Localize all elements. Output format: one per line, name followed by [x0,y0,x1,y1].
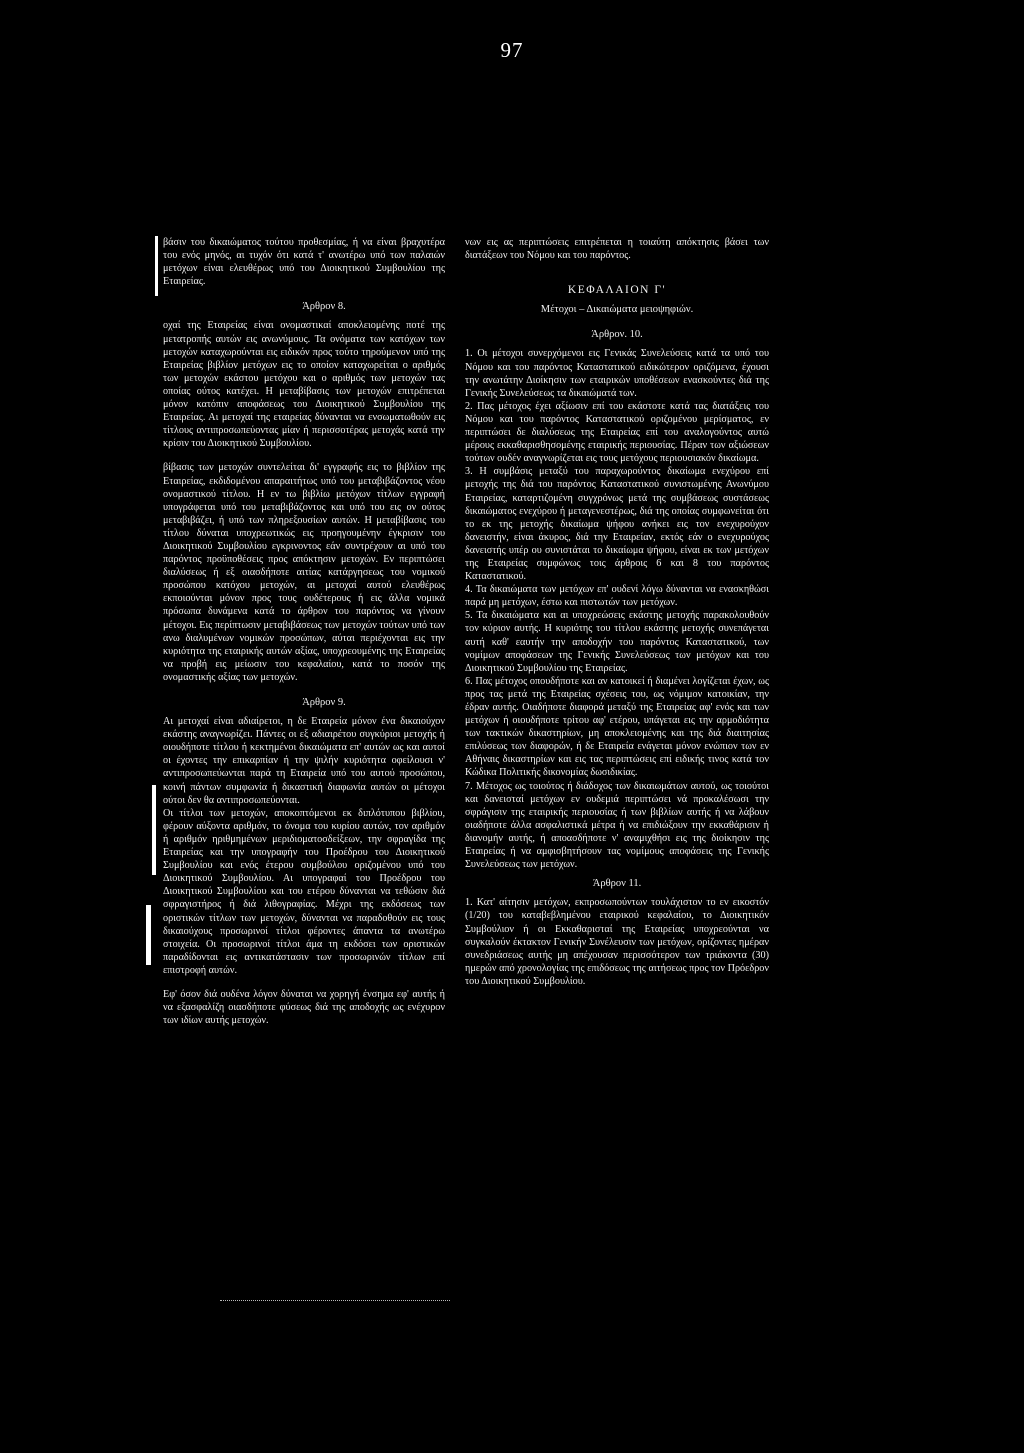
article-heading: Άρθρον 8. [302,301,346,313]
scan-edge-mark [152,785,156,875]
article-heading: Άρθρον 9. [302,697,346,708]
left-paragraph: Αι μετοχαί είναι αδιαίρετοι, η δε Εταιρεία μόνον ένα δικαιούχον εκάστης αναγνωρίζει. Πάντες οι εξ αδιαιρέτου συγκύριοι μετοχής ή οιουδήποτε τίτλου ή κεκτημένοι δικαιώματα επ' αυτών ως και αυτοί οι έχοντες την επικαρπίαν ή την ψιλήν κυριότητα οφείλουσι ν' αντιπροσωπεύωνται παρά τη Εταιρεία υπό του αυτού προσώπου, κοινή πάντων συμφωνία ή δικαστική διαφωνία αυτών οι μέτοχοι ούτοι δεν θα αντιπροσωπεύονται. [163,716,445,806]
article-heading: Άρθρον 11. [592,878,642,890]
left-paragraph: βίβασις των μετοχών συντελείται δι' εγγραφής εις το βιβλίον της Εταιρείας, εκδιδομένου απαραιτήτως υπό του μεταβιβάζοντος νέου ονομαστικού τίτλου. Η εν τω βιβλίω μετόχων τίτλων εγγραφή υπογράφεται υπό του μεταβιβάζοντος και υπό του εις ον ούτος μεταβιβάζει, ή υπό των πληρεξουσίων αυτών. Η μεταβίβασις του τίτλου δύναται υποχρεωτικώς εις προηγουμένην έγκρισιν του Διοικητικού Συμβουλίου εγκρινοντος εάν συντρέχουν αι υπό του παρόντος προϋποθέσεις προς απόκτησιν μετοχών. Εν περιπτώσει διαλύσεως ή εξ οιασδήποτε αιτίας κατάργησεως του νομικού προσώπου κατόχου μετοχών, αι μετοχαί αυτού ελευθέρως εκποιούνται μόνον προς τους ουδέτερους ή εις άλλα νομικά πρόσωπα δυνάμενα κατά το άρθρον του παρόντος να γίνουν μέτοχοι. Εις περίπτωσιν μεταβιβάσεως των μετοχών τούτων υπό των ανω διαλυμένων νομικών προσώπων, αύται περιέχονται εις την κυριότητα της εταιρικής αυτών αξίας, υποχρεουμένης της Εταιρείας να προβή εις μείωσιν του κεφαλαίου, κατά το ποσόν της ονομαστικής αξίας των μετοχών. [163,462,445,683]
right-paragraph: νων εις ας περιπτώσεις επιτρέπεται η τοιαύτη απόκτησις βάσει των διατάξεων του Νόμου και του παρόντος. [465,237,769,262]
left-paragraph: Εφ' όσον διά ουδένα λόγον δύναται να χορηγή ένσημα εφ' αυτής ή να εξασφαλίζη οιασδήποτε φύσεως διά της αποδοχής ως ενέχυρον των ιδίων αυτής μετοχών. [163,988,445,1027]
right-paragraph: 3. Η συμβάσις μεταξύ του παραχωρούντος δικαίωμα ενεχύρου επί μετοχής της διά του παρόντος Καταστατικού συνιστωμένης Ανωνύμου Εταιρείας, καταρτιζομένη συγχρόνως μετά της συμβάσεως συστάσεως δικαιώματος ενεχύρου ή μεταγενεστέρως, διά της οποίας συμφωνείται ότι το εκ της μετοχής δικαίωμα ψήφου ανήκει εις τον ενεχυρούχον δανειστήν, είναι άκυρος, διά την Εταιρείαν, εκτός εάν ο ενεχυρούχος δανειστής υπέρ ου συνιστάται το δικαίωμα ψήφου, είναι εκ των μετόχων της Εταιρείας συμφώνως τοις άρθροις 6 και 8 του παρόντος Καταστατικού. [465,466,769,583]
right-paragraph: 4. Τα δικαιώματα των μετόχων επ' ουδενί λόγω δύνανται να ενασκηθώσι παρά μη μετόχων, έστω και πιστωτών των μετόχων. [465,584,769,609]
right-paragraph: 1. Οι μέτοχοι συνερχόμενοι εις Γενικάς Συνελεύσεις κατά τα υπό του Νόμου και του παρόντος Καταστατικού ειδικώτερον οριζόμενα, έχουσι την ανωτάτην Διοίκησιν των εταιρικών υποθέσεων ενασκούντες διά της Γενικής Συνελεύσεως τα δικαιώματά των. [465,348,769,399]
left-paragraph: οχαί της Εταιρείας είναι ονομαστικαί αποκλειομένης ποτέ της μετατροπής αυτών εις ανωνύμους. Τα ονόματα των κατόχων των μετοχών καταχωρούνται εις ειδικόν προς τούτο τηρούμενον υπό της Εταιρείας βιβλίον μετόχων εις το οποίον καταχωρείται ο αριθμός των μετοχών εκάστου μετόχου και ο αριθμός των μετοχών τας οποίας ούτος κατέχει. Η μεταβίβασις των μετοχών επιτρέπεται μόνον κατόπιν αποφάσεως του Διοικητικού Συμβουλίου της Εταιρείας. Αι μετοχαί της εταιρείας δύνανται να ενσωματωθούν εις τίτλους αντιπροσωπεύοντας μίαν ή περισσοτέρας μετοχάς κατά την κρίσιν του Διοικητικού Συμβουλίου. [163,320,445,450]
left-paragraph: Οι τίτλοι των μετοχών, αποκοπτόμενοι εκ διπλότυπου βιβλίου, φέρουν αύξοντα αριθμόν, το όνομα του κυρίου αυτών, τον αριθμόν ή αριθμόν ηριθμημένων μεριδιοματοσδείξεων, την σφραγίδα της Εταιρείας και την υπογραφήν του Προέδρου του Διοικητικού Συμβουλίου και ενός έτερου συμβούλου οριζομένου υπό του Διοικητικού Συμβουλίου. Αι υπογραφαί του Προέδρου του Διοικητικού Συμβουλίου και του ετέρου δύνανται να τεθώσιν διά σφραγιστήρος ή διά λιθογραφίας. Μέχρι της εκδόσεως των οριστικών τίτλων των μετοχών, δύνανται να παραδοθούν εις τους δικαιούχους προσωρινοί τίτλοι φέροντες άπαντα τα ανωτέρω στοιχεία. Οι προσωρινοί τίτλοι άμα τη εκδόσει των οριστικών παραδίδονται εις αντικατάστασιν των προσωρινών τίτλων επί επιστροφή αυτών. [163,807,445,976]
article-heading: Άρθρον. 10. [591,329,643,341]
chapter-subtitle: Μέτοχοι – Δικαιώματα μειοψηφιών. [540,304,694,316]
right-paragraph: 2. Πας μέτοχος έχει αξίωσιν επί του εκάστοτε κατά τας διατάξεις του Νόμου και του παρόντος Καταστατικού οριζομένου μερίσματος, εν περιπτώσει δε διαλύσεως της Εταιρείας επί του αναλογούντος αυτώ μέρους εκκαθαρισθησομένης εταιρικής περιουσίας. Πέραν των αξιώσεων τούτων ουδέν αναγνωρίζεται εις τους μετόχους περιουσιακόν δικαίωμα. [465,400,769,465]
left-column [163,236,445,1027]
right-column [465,236,769,988]
scan-edge-mark [155,236,158,296]
scan-edge-mark [146,905,151,965]
page-number: 97 [500,38,524,62]
scan-noise-line [220,1300,450,1302]
right-paragraph: 5. Τα δικαιώματα και αι υποχρεώσεις εκάστης μετοχής παρακολουθούν τον κύριον αυτής. Η κυριότης του τίτλου εκάστης μετοχής συνεπάγεται αυτή καθ' εαυτήν την αποδοχήν του παρόντος Καταστατικού, των νομίμων αποφάσεων της Γενικής Συνελεύσεως των μετόχων και του Διοικητικού Συμβουλίου της Εταιρείας. [465,610,769,674]
right-paragraph: 6. Πας μέτοχος οπουδήποτε και αν κατοικεί ή διαμένει λογίζεται έχων, ως προς τας μετά της Εταιρείας σχέσεις του, ως νόμιμον κατοικίαν, την έδραν αυτής. Οιαδήποτε διαφορά μεταξύ της Εταιρείας αφ' ενός και των μετόχων ή οιουδήποτε τρίτου αφ' ετέρου, υπάγεται εις την αρμοδιότητα των τακτικών δικαστηρίων, μη αποκλειομένης και της διά διαιτησίας επιλύσεως των διαφορών, ή δε Εταιρεία ενάγεται μόνον ενώπιον των εν Αθήναις δικαστηρίων και εις τας περιπτώσεις επί ειδικής τινος κατά τον Κώδικα Πολιτικής δικονομίας δωσιδικίας. [465,675,769,779]
left-paragraph: βάσιν του δικαιώματος τούτου προθεσμίας, ή να είναι βραχυτέρα του ενός μηνός, αι τυχόν ότι κατά τ' ανωτέρω υπό των παλαιών μετόχων είναι ελευθέρως υπό του Διοικητικού Συμβουλίου της Εταιρείας. [163,237,445,288]
chapter-heading: ΚΕΦΑΛΑΙΟΝ Γ' [567,284,667,297]
right-paragraph: 1. Κατ' αίτησιν μετόχων, εκπροσωπούντων τουλάχιστον το εν εικοστόν (1/20) του καταβεβλημένου εταιρικού κεφαλαίου, το Διοικητικόν Συμβούλιον ή οι Εκκαθαρισταί της Εταιρείας υποχρεούνται να συγκαλούν έκτακτον Γενικήν Συνέλευσιν των μετόχων, ορίζοντες ημέραν συνεδριάσεως αυτής μη απέχουσαν περισσότερον των τριάκοντα (30) ημερών από χρονολογίας της επιδόσεως της αιτήσεως προς τον Πρόεδρον του Διοικητικού Συμβουλίου. [465,897,769,987]
right-paragraph: 7. Μέτοχος ως τοιούτος ή διάδοχος των δικαιωμάτων αυτού, ως τοιούτοι και δανεισταί μετόχων εν ουδεμιά περιπτώσει νά προκαλέσωσι την σφράγισιν της εταιρικής περιουσίας ή των βιβλίων αυτής ή να λάβουν οιαδήποτε άλλα ασφαλιστικά μέτρα ή να επιδιώξουν την εκκαθάρισιν ή διανομήν αυτής, ή αποασδήποτε ν' αναμιχθήσι εις της διοίκησιν της Εταιρείας ή να αμφισβητήσουν τας νομίμους αποφάσεις της Γενικής Συνελεύσεως των μετόχων. [465,780,769,871]
